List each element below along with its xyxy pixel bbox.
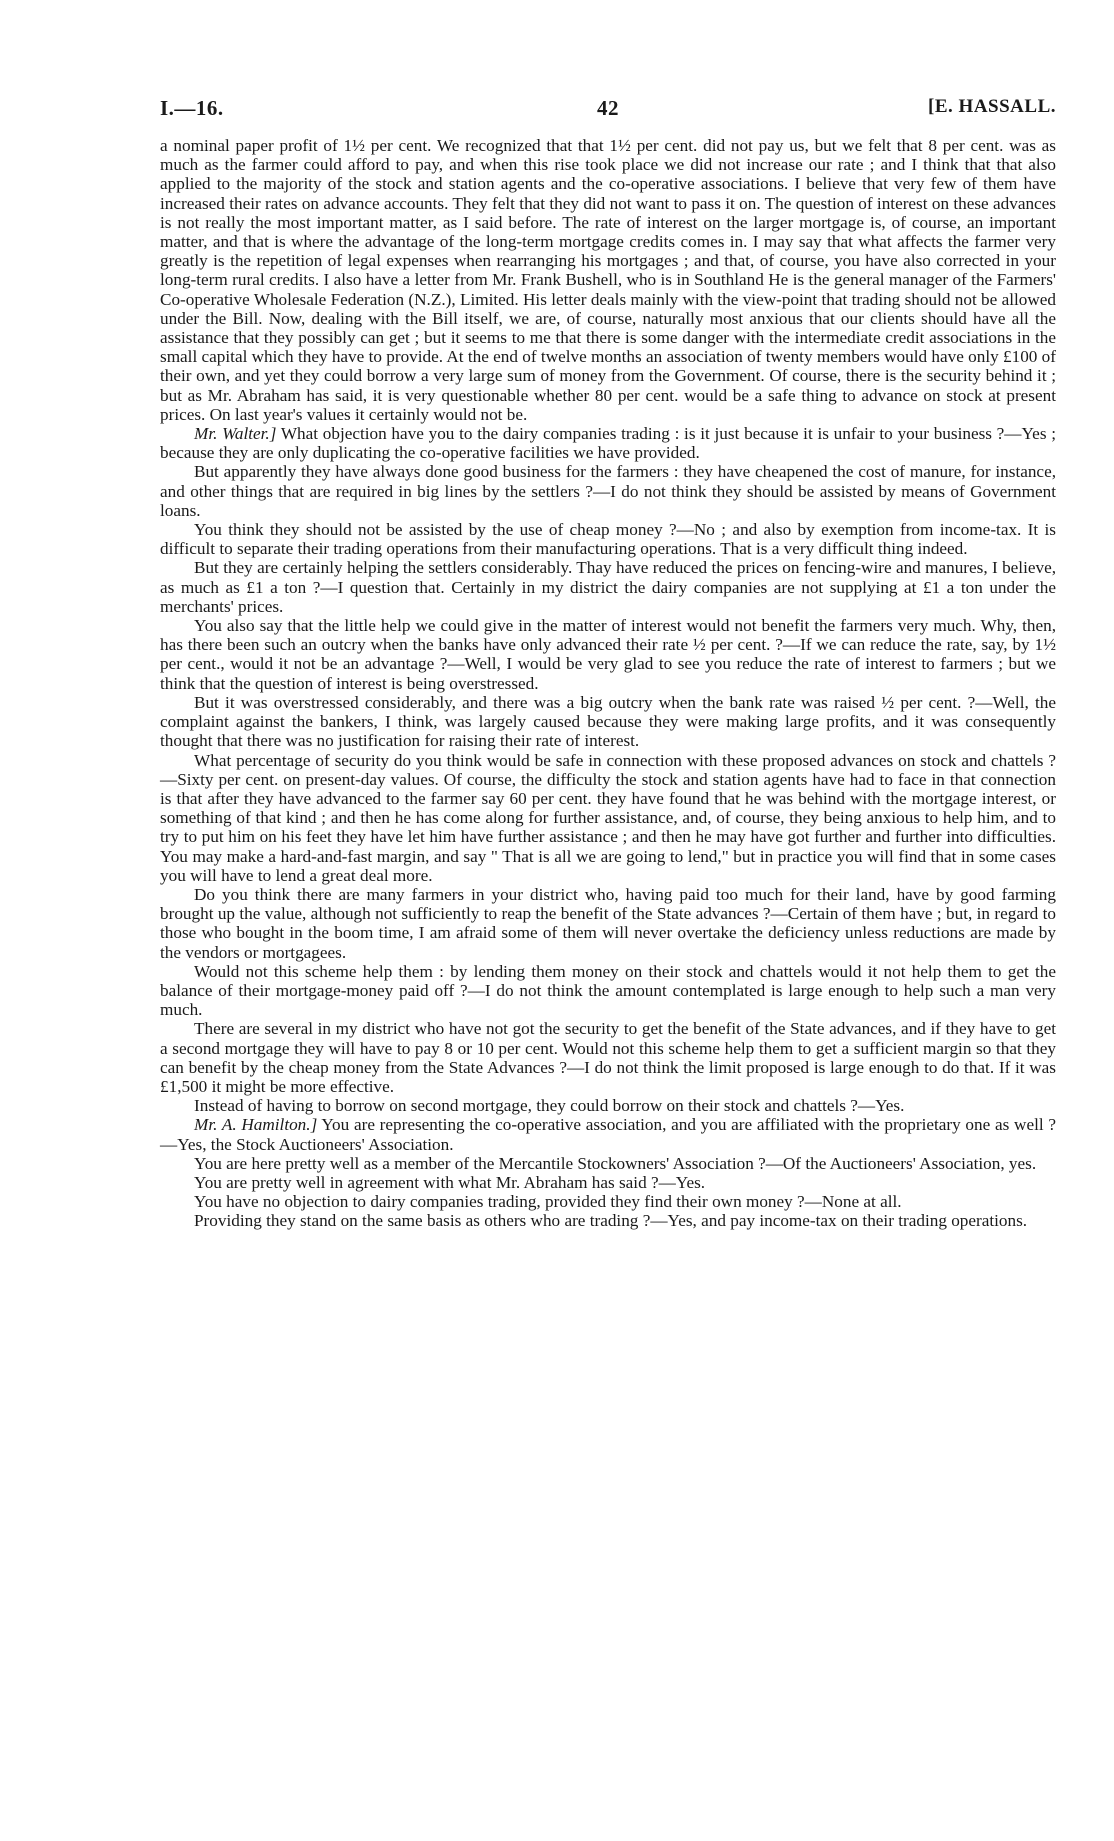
paragraph: But they are certainly helping the settlers considerably. Thay have reduced the prices on fencing-wire and manures, I believe, as much as £1 a ton ?—I question that. Certainly in my district the dairy companies are not supplying at £1 a ton under the merchants' prices. <box>160 558 1056 616</box>
paragraph: You have no objection to dairy companies trading, provided they find their own money ?—None at all. <box>194 1192 902 1212</box>
paragraph: But it was overstressed considerably, and there was a big outcry when the bank rate was raised ½ per cent. ?—Well, the complaint against the bankers, I think, was largely caused because they were making large profits, and it was consequently thought that there was no justification for raising their rate of interest. <box>160 692 1056 751</box>
paper-number: I.—16. <box>160 96 224 120</box>
paragraph: You are here pretty well as a member of the Mercantile Stockowners' Association ?—Of the Auctioneers' Association, yes. <box>194 1153 1037 1173</box>
paragraph: a nominal paper profit of 1½ per cent. We recognized that that 1½ per cent. did not pay us, but we felt that 8 per cent. was as much as the farmer could afford to pay, and when this rise took place we did not increase our rate ; and I think that that also applied to the majority of the stock and station agents and the co-operative associations. I believe that very few of them have increased their rates on advance accounts. They felt that they did not want to pass it on. The question of interest on these advances is not really the most important matter, as I said before. The rate of interest on the larger mortgage is, of course, an important matter, and that is where the advantage of the long-term mortgage credits comes in. I may say that what affects the farmer very greatly is the repetition of legal expenses when rearranging his mortgages ; and that, of course, you have also corrected in your long-term rural credits. I also have a letter from Mr. Frank Bushell, who is in Southland He is the general manager of the Farmers' Co-operative Wholesale Federation (N.Z.), Limited. His letter deals mainly with the view-point that trading should not be allowed under the Bill. Now, dealing with the Bill itself, we are, of course, naturally most anxious that our clients should have all the assistance that they possibly can get ; but it seems to me that there is some danger with the intermediate credit associations in the small capital which they have to provide. At the end of twelve months an association of twenty members would have only £100 of their own, and yet they could borrow a very large sum of money from the Government. Of course, there is the security behind it ; but as Mr. Abraham has said, it is very questionable whether 80 per cent. would be a safe thing to advance on stock at present prices. On last year's values it certainly would not be. <box>160 136 1056 424</box>
paragraph: You are pretty well in agreement with what Mr. Abraham has said ?—Yes. <box>194 1172 706 1192</box>
speaker-label: Mr. A. Hamilton.] <box>194 1115 318 1135</box>
body-text <box>160 136 1056 1231</box>
paragraph: But apparently they have always done good business for the farmers : they have cheapened the cost of manure, for instance, and other things that are required in big lines by the settlers ?—I do not think they should be assisted by means of Government loans. <box>160 462 1056 520</box>
paragraph: Mr. Walter.] What objection have you to the dairy companies trading : is it just because it is unfair to your business ?—Yes ; because they are only duplicating the co-operative facilities we have provided. <box>160 424 1056 463</box>
paragraph: Do you think there are many farmers in your district who, having paid too much for their land, have by good farming brought up the value, although not sufficiently to reap the benefit of the State advances ?—Certain of them have ; but, in regard to those who bought in the boom time, I am afraid some of them will never overtake the deficiency unless reductions are made by the vendors or mortgagees. <box>160 884 1056 962</box>
paragraph: You think they should not be assisted by the use of cheap money ?—No ; and also by exemption from income-tax. It is difficult to separate their trading operations from their manufacturing operations. That is a very difficult thing indeed. <box>160 520 1056 559</box>
page-number: 42 <box>597 96 619 120</box>
paragraph: Providing they stand on the same basis as others who are trading ?—Yes, and pay income-tax on their trading operations. <box>194 1211 1028 1231</box>
speaker-label: Mr. Walter.] <box>194 424 277 444</box>
document-page <box>160 96 1056 1231</box>
page-header <box>160 96 1056 136</box>
paragraph: Instead of having to borrow on second mortgage, they could borrow on their stock and chattels ?—Yes. <box>194 1096 905 1116</box>
paragraph: You also say that the little help we could give in the matter of interest would not benefit the farmers very much. Why, then, has there been such an outcry when the banks have only advanced their rate ½ per cent. ?—If we can reduce the rate, say, by 1½ per cent., would it not be an advantage ?—Well, I would be very glad to see you reduce the rate of interest to farmers ; but we think that the question of interest is being overstressed. <box>160 616 1056 693</box>
paragraph: There are several in my district who have not got the security to get the benefit of the State advances, and if they have to get a second mortgage they will have to pay 8 or 10 per cent. Would not this scheme help them to get a sufficient margin so that they can benefit by the cheap money from the State Advances ?—I do not think the limit proposed is large enough to do that. If it was £1,500 it might be more effective. <box>160 1019 1056 1096</box>
paragraph: What percentage of security do you think would be safe in connection with these proposed advances on stock and chattels ?—Sixty per cent. on present-day values. Of course, the difficulty the stock and station agents have had to face in that connection is that after they have advanced to the farmer say 60 per cent. they have found that he was behind with the mortgage interest, or something of that kind ; and then he has come along for further assistance, and, of course, they being anxious to help him, and to try to put him on his feet they have let him have further assistance ; and then he may have got further and further into difficulties. You may make a hard-and-fast margin, and say " That is all we are going to lend," but in practice you will find that in some cases you will have to lend a great deal more. <box>160 750 1056 885</box>
witness-name: [E. HASSALL. <box>928 96 1056 117</box>
paragraph: Would not this scheme help them : by lending them money on their stock and chattels would it not help them to get the balance of their mortgage-money paid off ?—I do not think the amount contemplated is large enough to help such a man very much. <box>160 961 1056 1020</box>
paragraph: Mr. A. Hamilton.] You are representing the co-operative association, and you are affiliated with the proprietary one as well ?—Yes, the Stock Auctioneers' Association. <box>160 1115 1056 1154</box>
